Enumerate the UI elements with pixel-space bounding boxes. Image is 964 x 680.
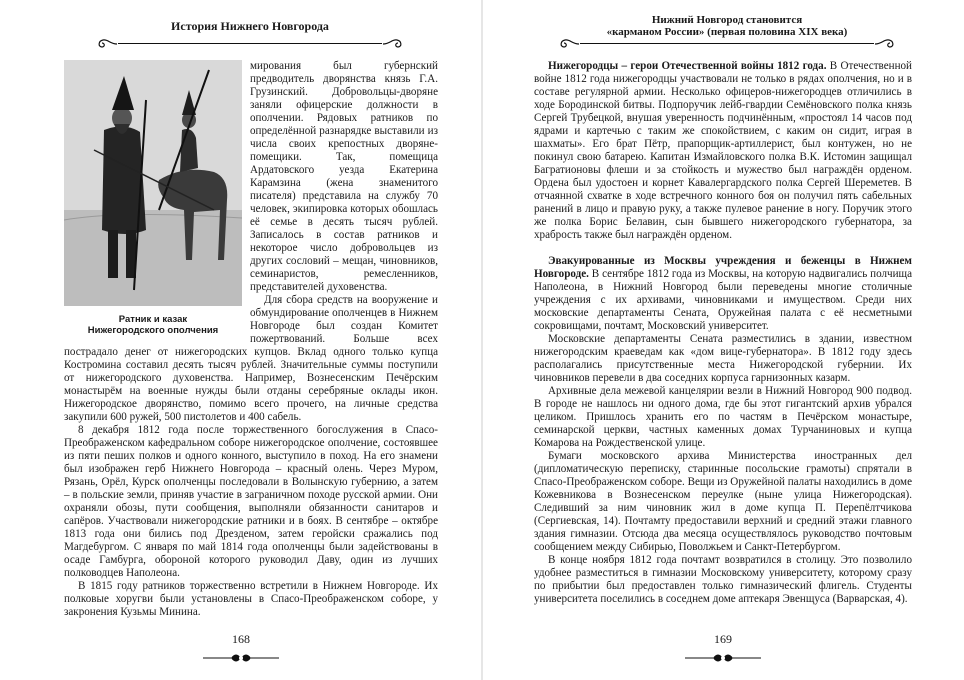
footer-ornament-icon (201, 649, 281, 667)
page-number: 168 (232, 632, 250, 646)
left-header-title: История Нижнего Новгорода (171, 19, 329, 33)
left-paragraph: 8 декабря 1812 года после торжественного богослужения в Спасо-Преображенском кафедральном соборе нижегородское ополчение, состоявшее из пяти пеших полков и одного конного, выступило в поход. На его знамени был изображен герб Нижнего Новгорода – красный олень. Через Муром, Рязань, Орёл, Курск ополченцы последовали в Волынскую губернию, а затем – в польские земли, приняв участие в заграничном походе русской армии. Они охраняли обозы, пути сообщения, выполняли обязанности санитаров и сапёров. Участвовали нижегородские ратники и в боях. В сентябре – октябре 1813 года они бились под Дрезденом, затем геройски сражались под Магдебургом. С января по май 1814 года ополченцы были задействованы в осаде Гамбурга, обороной которого руководил Даву, один из лучших полководцев Наполеона. (64, 424, 438, 579)
right-paragraph: Архивные дела межевой канцелярии везли в Нижний Новгород 900 подвод. В городе не нашлось ни одного дома, где бы этот гигантский архив убрался целиком. Пришлось хранить его по частям в Печёрском монастыре, семинарской церкви, частных каменных домах Турчаниновых и купца Комарова на Рождественской улице. (534, 385, 912, 449)
left-header-rule (118, 43, 382, 44)
header-flourish-icon (382, 38, 408, 50)
right-paragraph: В конце ноября 1812 года почтамт возвратился в столицу. Это позволило удобнее разместиться в гимназии Московскому университету, которому сразу по прибытии был предоставлен только гимназический флигель. Студенты университета поселились в соседнем доме аптекаря Эвенщуса (Варварская, 4). (534, 554, 912, 605)
section-paragraph (534, 60, 912, 242)
section-text: В Отечественной войне 1812 года нижегородцы участвовали не только в рядах ополчения, но и в составе регулярной армии. Несколько офицеров-нижегородцев отличились в ходе Бородинской битвы. Подпоручик лейб-гвардии Семёновского полка князь Сергей Трубецкой, внушая уверенность подчинённым, «простоял 14 часов под ядрами и картечью с таким же спокойствием, с каким он сидит, играя в шахматы». Его брат Пётр, прапорщик-артиллерист, был контужен, но не покинул свою батарею. Капитан Измайловского полка В.К. Истомин защищал Багратионовы флеши и за стойкость и мужество был награждён орденом. Ордена был удостоен и корнет Кавалергардского полка Сергей Шереметев. В отчаянной схватке в ходе встречного конного боя он получил пять сабельных ранений в лицо и правую руку, а также пулевое ранение в ногу. Поручик этого же полка Борис Белавин, сын бывшего нижегородского губернатора, за храбрость также был награждён орденом. (534, 60, 912, 241)
left-paragraph: Для сбора средств на вооружение и обмундирование ополченцев в Нижнем Новгороде был создан Комитет пожертвований. Больше всех пострадало денег от нижегородских купцов. Вклад одного только купца Костромина составил десять тысяч рублей. Значительные суммы поступили от нижегородского духовенства. Например, Вознесенским Печёрским монастырём на военные нужды были отданы серебряные оклады икон. Нижегородское дворянство, помимо всего прочего, на личные средства закупили 600 ружей, 500 пистолетов и 400 сабель. (64, 294, 438, 423)
figure-caption (64, 314, 242, 336)
figure-caption-line1: Ратник и казак (118, 314, 188, 325)
right-page (482, 0, 964, 680)
engraving-figure (64, 60, 242, 336)
warrior-and-cossack-engraving (64, 60, 242, 306)
section-heading: Эвакуированные из Москвы учреждения и беженцы в Нижнем Новгороде. (534, 255, 912, 280)
section-heading: Нижегородцы – герои Отечественной войны 1812 года. (548, 60, 827, 72)
footer-ornament-icon (683, 649, 763, 667)
right-body-text (534, 60, 912, 606)
right-paragraph: Бумаги московского архива Министерства иностранных дел (дипломатическую переписку, старинные посольские грамоты) спрятали в Спасо-Преображенском соборе. Вещи из Оружейной палаты находились в доме Кожевникова в Вознесенском переулке (ныне улица Нижегородская). Следивший за ним чиновник жил в доме купца П. Перепёлтчикова (Сергиевская, 14). Почтамту предоставили верхний и средний этажи главного здания гимназии. Отсюда два месяца осуществлялось руководство почтовым сообщением между Сибирью, Поволжьем и Санкт-Петербургом. (534, 450, 912, 553)
left-running-header (100, 14, 400, 44)
left-body-text (64, 60, 438, 619)
right-running-header (562, 14, 892, 44)
left-paragraph: мирования был губернский предводитель дворянства князь Г.А. Грузинский. Добровольцы-дворяне заняли офицерские должности в ополчении. Рядовых ратников по определённой разнарядке выставили из числа своих крепостных дворяне-помещики. Так, помещица Ардатовского уезда Екатерина Карамзина (жена знаменитого писателя) представила на службу 70 человек, экипировка которых обошлась её семье в десять тысяч рублей. Записалось в состав ратников и некоторое число добровольцев из других сословий – мещан, чиновников, семинаристов, ремесленников, представителей духовенства. (250, 60, 438, 293)
left-paragraph: В 1815 году ратников торжественно встретили в Нижнем Новгороде. Их полковые хоругви были установлены в Спасо-Преображенском соборе, у закронения Кузьмы Минина. (64, 580, 438, 618)
left-footer (0, 632, 482, 667)
right-header-title-line1: Нижний Новгород становится (651, 14, 803, 26)
header-flourish-icon (92, 38, 118, 50)
right-paragraph: Московские департаменты Сената разместились в здании, известном нижегородским краеведам как «дом вице-губернатора». В 1812 году здесь располагались присутственные места Нижегородской губернии. Их чиновников перевели в два соседних корпуса гарнизонных казарм. (534, 333, 912, 384)
right-footer (482, 632, 964, 667)
section-paragraph (534, 255, 912, 333)
header-flourish-icon (874, 38, 900, 50)
figure-caption-line2: Нижегородского ополчения (87, 325, 219, 336)
right-header-rule (580, 43, 874, 44)
section-text: В сентябре 1812 года из Москвы, на которую надвигались полчища Наполеона, в Нижний Новгород были переведены многие столичные учреждения с их архивами, чиновниками и имуществом. Среди них московские департаменты Сената, Оружейная палата с её несметными сокровищами, почтамт, Московский университет. (534, 268, 912, 332)
right-header-title (562, 14, 892, 38)
header-flourish-icon (554, 38, 580, 50)
page-number: 169 (714, 632, 732, 646)
right-header-title-line2: «карманом России» (первая половина XIX века) (606, 26, 848, 38)
